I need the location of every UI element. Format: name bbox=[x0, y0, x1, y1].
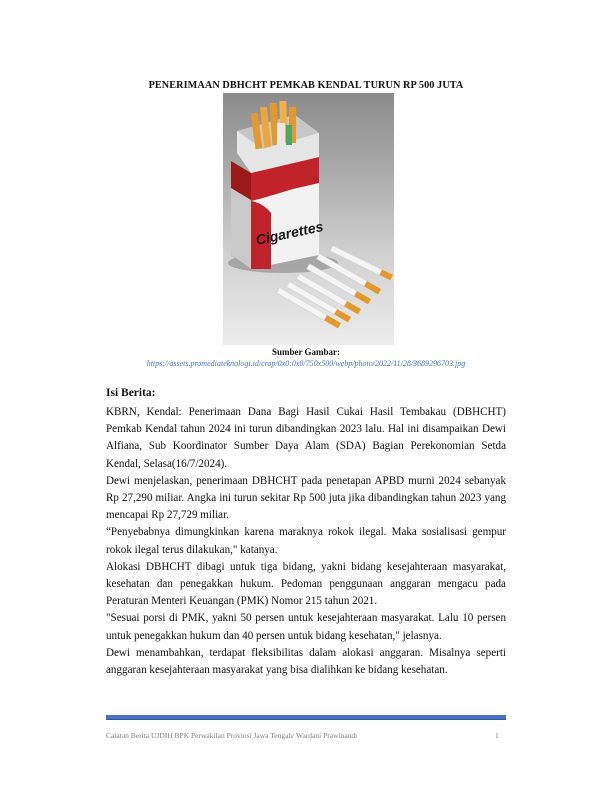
image-caption: Sumber Gambar: bbox=[271, 347, 341, 357]
footer-text: Catatan Berita UJDIH BPK Perwakilan Provinsi Jawa Tengah/ Wardani Prawinandi bbox=[106, 731, 358, 740]
paragraph: KBRN, Kendal: Penerimaan Dana Bagi Hasil Cukai Hasil Tembakau (DBHCHT) Pemkab Kendal tahun 2024 ini turun dibandingkan 2023 lalu. Hal ini disampaikan Dewi Alfiana, Sub Koordinator Sumber Daya Alam (SDA) Bagian Perekonomian Setda Kendal, Selasa(16/7/2024). bbox=[106, 406, 506, 470]
image-source-link[interactable]: https://assets.promediateknologi.id/crop/0x0:0x0/750x500/webp/photo/2022/11/28/3689296703.jpg bbox=[146, 359, 466, 368]
paragraph: “Penyebabnya dimungkinkan karena maraknya rokok ilegal. Maka sosialisasi gempur rokok ilegal terus dilakukan," katanya. bbox=[106, 526, 506, 556]
document-title: PENERIMAAN DBHCHT PEMKAB KENDAL TURUN RP 500 JUTA bbox=[148, 80, 464, 91]
article-body bbox=[106, 404, 506, 679]
paragraph: Alokasi DBHCHT dibagi untuk tiga bidang, yakni bidang kesejahteraan masyarakat, kesehatan dan penegakkan hukum. Pedoman penggunaan anggaran mengacu pada Peraturan Menteri Keuangan (PMK) Nomor 215 tahun 2021. bbox=[106, 560, 506, 608]
footer-divider bbox=[106, 715, 506, 720]
paragraph: "Sesuai porsi di PMK, yakni 50 persen untuk kesejahteraan masyarakat. Lalu 10 persen untuk penegakkan hukum dan 40 persen untuk bidang kesehatan," jelasnya. bbox=[106, 612, 506, 642]
pack-label: Cigarettes bbox=[254, 218, 325, 248]
cigarettes-image bbox=[223, 93, 394, 345]
page-number: 1 bbox=[495, 731, 499, 740]
paragraph: Dewi menjelaskan, penerimaan DBHCHT pada penetapan APBD murni 2024 sebanyak Rp 27,290 miliar. Angka ini turun sekitar Rp 500 juta jika dibandingkan tahun 2023 yang mencapai Rp 27,729 miliar. bbox=[106, 474, 506, 522]
section-heading: Isi Berita: bbox=[106, 387, 156, 399]
cigarettes-in-pack bbox=[251, 101, 296, 149]
paragraph: Dewi menambahkan, terdapat fleksibilitas dalam alokasi anggaran. Misalnya seperti anggaran kesejahteraan masyarakat yang bisa dialihkan ke bidang kesehatan. bbox=[106, 646, 506, 677]
